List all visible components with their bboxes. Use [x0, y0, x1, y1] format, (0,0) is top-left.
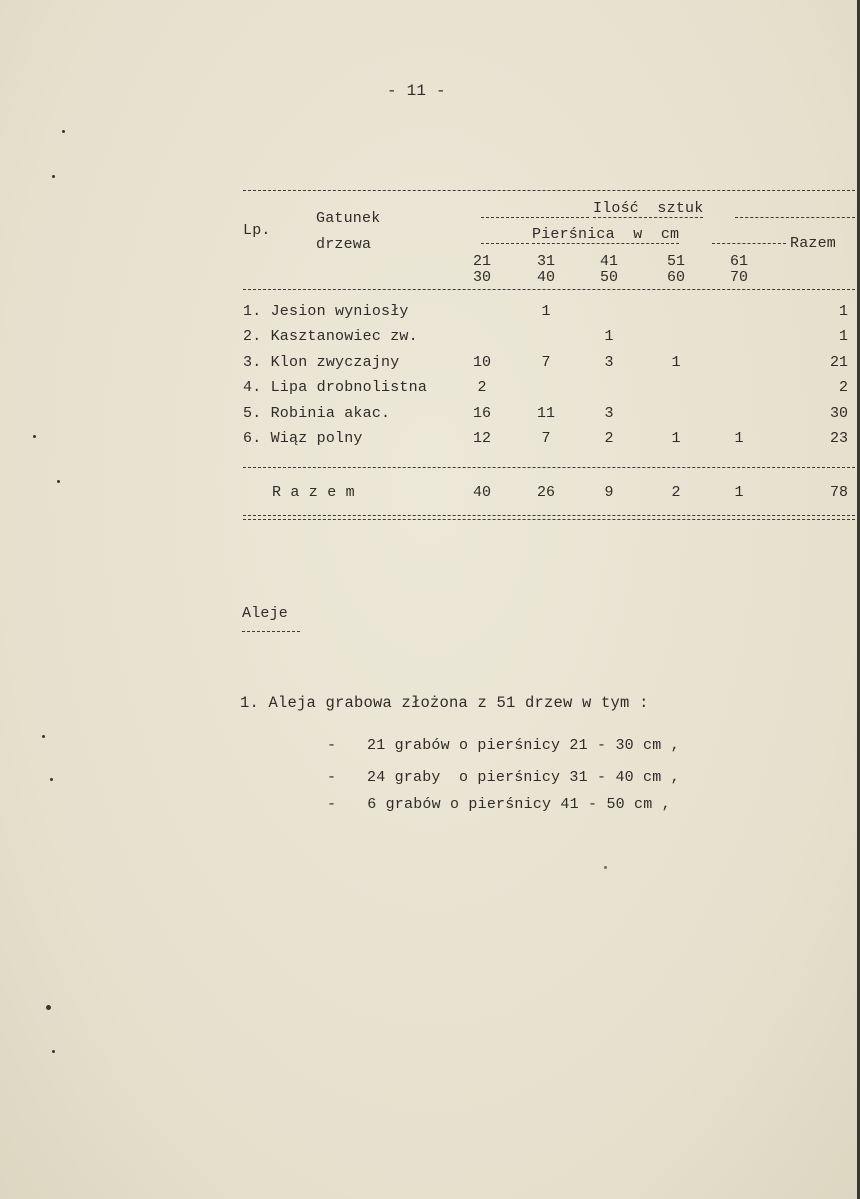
class-2-from: 31: [536, 253, 555, 270]
sum-cell: 2: [671, 484, 681, 501]
header-count: Ilość sztuk: [593, 200, 704, 217]
row-cell: 10: [472, 354, 491, 371]
header-diameter: Pierśnica w cm: [532, 226, 680, 243]
body-bottom-rule: [243, 467, 855, 468]
table-double-rule: [243, 515, 855, 520]
list-text: 24 graby o pierśnicy 31 - 40 cm ,: [367, 769, 680, 786]
header-bottom-rule: [243, 289, 855, 290]
section-heading: Aleje: [242, 605, 289, 622]
list-dash: -: [327, 796, 337, 813]
class-1-to: 30: [472, 269, 491, 286]
paper-speck: [604, 866, 607, 869]
sum-cell: 1: [734, 484, 744, 501]
list-text: 21 grabów o pierśnicy 21 - 30 cm ,: [367, 737, 680, 754]
row-cell: 7: [541, 354, 551, 371]
row-cell: 1: [671, 430, 681, 447]
row-total: 1: [838, 328, 848, 345]
section-item: 1. Aleja grabowa złożona z 51 drzew w tym :: [240, 694, 649, 712]
row-name: 5. Robinia akac.: [243, 405, 391, 422]
header-species-line2: drzewa: [316, 236, 372, 253]
row-name: 2. Kasztanowiec zw.: [243, 328, 418, 345]
count-rule-left: [481, 217, 589, 218]
paper-speck: [42, 735, 45, 738]
list-text: 6 grabów o pierśnicy 41 - 50 cm ,: [358, 796, 671, 813]
header-lp: Lp.: [243, 222, 271, 239]
section-heading-underline: [242, 631, 300, 632]
row-name: 1. Jesion wyniosły: [243, 303, 409, 320]
class-4-to: 60: [666, 269, 685, 286]
paper-speck: [50, 778, 53, 781]
row-cell: 1: [734, 430, 744, 447]
sum-cell: 9: [604, 484, 614, 501]
row-cell: 2: [604, 430, 614, 447]
diameter-rule-left: [481, 243, 529, 244]
row-name: 3. Klon zwyczajny: [243, 354, 400, 371]
row-total: 21: [829, 354, 848, 371]
paper-speck: [46, 1005, 51, 1010]
paper-speck: [52, 175, 55, 178]
diameter-rule-right: [712, 243, 786, 244]
class-4-from: 51: [666, 253, 685, 270]
row-cell: 3: [604, 354, 614, 371]
count-rule-right: [735, 217, 855, 218]
row-cell: 1: [671, 354, 681, 371]
row-cell: 2: [477, 379, 487, 396]
sum-total: 78: [829, 484, 848, 501]
header-total: Razem: [790, 235, 837, 252]
sum-label: R a z e m: [272, 484, 355, 501]
row-cell: 1: [604, 328, 614, 345]
row-total: 2: [838, 379, 848, 396]
row-total: 30: [829, 405, 848, 422]
header-species-line1: Gatunek: [316, 210, 381, 227]
class-5-from: 61: [729, 253, 748, 270]
row-cell: 3: [604, 405, 614, 422]
page-number: - 11 -: [387, 82, 446, 100]
class-1-from: 21: [472, 253, 491, 270]
sum-cell: 26: [536, 484, 555, 501]
row-cell: 12: [472, 430, 491, 447]
class-3-to: 50: [599, 269, 618, 286]
list-dash: -: [327, 737, 337, 754]
row-total: 1: [838, 303, 848, 320]
row-name: 6. Wiąz polny: [243, 430, 363, 447]
paper-speck: [33, 435, 36, 438]
sum-cell: 40: [472, 484, 491, 501]
paper-speck: [57, 480, 60, 483]
row-total: 23: [829, 430, 848, 447]
row-cell: 16: [472, 405, 491, 422]
paper-speck: [52, 1050, 55, 1053]
row-cell: 7: [541, 430, 551, 447]
list-dash: -: [327, 769, 337, 786]
row-cell: 11: [536, 405, 555, 422]
class-5-to: 70: [729, 269, 748, 286]
paper-speck: [62, 130, 65, 133]
row-name: 4. Lipa drobnolistna: [243, 379, 428, 396]
row-cell: 1: [541, 303, 551, 320]
class-3-from: 41: [599, 253, 618, 270]
class-2-to: 40: [536, 269, 555, 286]
table-top-rule: [243, 190, 855, 191]
